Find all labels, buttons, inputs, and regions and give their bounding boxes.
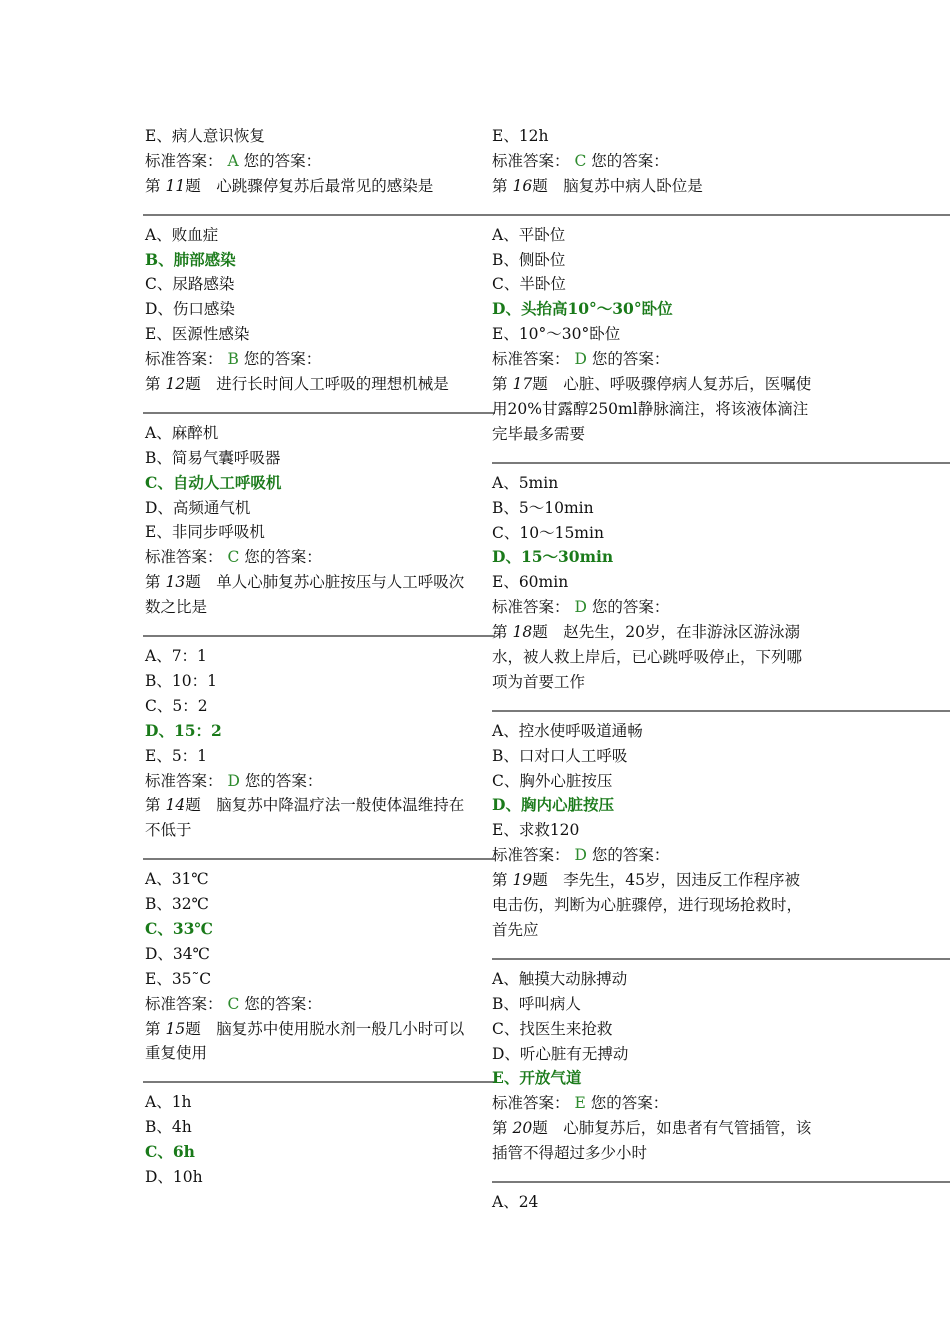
std-answer-value: A xyxy=(227,151,239,170)
option-correct: D、15～30min xyxy=(492,547,614,567)
option: E、5：1 xyxy=(145,746,208,765)
question-title: 第 12题 进行长时间人工呼吸的理想机械是 xyxy=(145,375,449,394)
question-title: 第 19题 李先生，45岁，因违反工作程序被电击伤，判断为心脏骤停，进行现场抢救时，首先应 xyxy=(492,871,803,939)
std-answer-value: D xyxy=(574,846,587,865)
option: E、病人意识恢复 xyxy=(145,127,265,145)
answer-row: 标准答案： C 您的答案： xyxy=(492,151,669,170)
divider xyxy=(143,412,495,414)
option: E、60min xyxy=(492,573,569,592)
option-correct: D、头抬高10°～30°卧位 xyxy=(492,299,673,319)
std-answer-value: C xyxy=(227,548,240,567)
option: C、半卧位 xyxy=(492,275,566,294)
question-title: 第 16题 脑复苏中病人卧位是 xyxy=(492,176,703,195)
option: A、31℃ xyxy=(145,870,209,889)
option: B、口对口人工呼吸 xyxy=(492,746,628,765)
divider xyxy=(143,214,495,216)
option: A、24 xyxy=(492,1193,539,1212)
option-correct: E、开放气道 xyxy=(492,1068,582,1088)
option: D、高频通气机 xyxy=(145,498,251,517)
option: B、4h xyxy=(145,1118,192,1137)
option: C、10～15min xyxy=(492,523,604,542)
option: D、34℃ xyxy=(145,944,210,963)
question-title: 第 17题 心脏、呼吸骤停病人复苏后，医嘱使用20%甘露醇250ml静脉滴注，将该液体滴注完毕最多需要 xyxy=(492,375,812,443)
option: E、医源性感染 xyxy=(145,325,250,344)
option: A、触摸大动脉搏动 xyxy=(492,969,628,988)
question-title: 第 13题 单人心肺复苏心脏按压与人工呼吸次数之比是 xyxy=(145,573,465,617)
divider xyxy=(143,1081,495,1083)
option: B、简易气囊呼吸器 xyxy=(145,448,281,467)
option-correct: D、胸内心脏按压 xyxy=(492,795,614,815)
option: E、非同步呼吸机 xyxy=(145,523,265,542)
option: B、5～10min xyxy=(492,498,594,517)
answer-row: 标准答案： C 您的答案： xyxy=(145,994,322,1013)
option: A、1h xyxy=(145,1093,192,1112)
divider xyxy=(143,635,495,637)
answer-row: 标准答案： E 您的答案： xyxy=(492,1094,669,1113)
option-correct: C、33℃ xyxy=(145,919,213,939)
question-title: 第 14题 脑复苏中降温疗法一般使体温维持在不低于 xyxy=(145,796,465,840)
option: A、平卧位 xyxy=(492,225,566,244)
option: D、伤口感染 xyxy=(145,300,235,319)
left-column xyxy=(145,124,467,1190)
answer-row: 标准答案： D 您的答案： xyxy=(492,598,670,617)
option: E、求救120 xyxy=(492,821,580,840)
option-correct: C、6h xyxy=(145,1142,195,1162)
option: D、10h xyxy=(145,1168,203,1187)
option: B、呼叫病人 xyxy=(492,994,581,1013)
std-answer-value: B xyxy=(227,350,239,369)
answer-row: 标准答案： D 您的答案： xyxy=(145,771,323,790)
option: B、侧卧位 xyxy=(492,250,566,269)
right-column xyxy=(492,124,814,1215)
question-title: 第 15题 脑复苏中使用脱水剂一般几小时可以重复使用 xyxy=(145,1019,465,1063)
answer-row: 标准答案： C 您的答案： xyxy=(145,548,322,567)
option: B、10：1 xyxy=(145,671,217,690)
option: E、35˜C xyxy=(145,969,212,988)
answer-row: 标准答案： B 您的答案： xyxy=(145,350,322,369)
option-correct: B、肺部感染 xyxy=(145,249,236,269)
option: A、控水使呼吸道通畅 xyxy=(492,721,643,740)
answer-row xyxy=(145,149,467,174)
option-correct: D、15：2 xyxy=(145,720,222,740)
your-answer-label: 您的答案： xyxy=(243,151,322,170)
option: A、败血症 xyxy=(145,225,219,244)
option: A、7：1 xyxy=(145,647,207,666)
question-title: 第 20题 心肺复苏后，如患者有气管插管，该插管不得超过多少小时 xyxy=(492,1119,812,1163)
question-title: 第 11题 心跳骤停复苏后最常见的感染是 xyxy=(145,176,434,195)
std-answer-value: E xyxy=(574,1094,586,1113)
std-answer-label: 标准答案： xyxy=(145,151,223,170)
divider xyxy=(492,462,950,464)
divider xyxy=(492,958,950,960)
std-answer-value: C xyxy=(227,994,240,1013)
divider xyxy=(492,1181,950,1183)
option: A、5min xyxy=(492,473,559,492)
option: C、尿路感染 xyxy=(145,275,235,294)
option: E、10°～30°卧位 xyxy=(492,325,621,344)
std-answer-value: D xyxy=(574,350,587,369)
option: A、麻醉机 xyxy=(145,423,219,442)
divider xyxy=(143,858,495,860)
answer-row: 标准答案： D 您的答案： xyxy=(492,846,670,865)
std-answer-value: D xyxy=(574,598,587,617)
divider xyxy=(492,710,950,712)
std-answer-value: D xyxy=(227,771,240,790)
option: E、12h xyxy=(492,127,549,145)
question-title: 第 18题 赵先生，20岁，在非游泳区游泳溺水，被人救上岸后，已心跳呼吸停止，下列哪项为首要工作 xyxy=(492,623,803,691)
option: C、5：2 xyxy=(145,696,208,715)
answer-row: 标准答案： D 您的答案： xyxy=(492,350,670,369)
option: C、胸外心脏按压 xyxy=(492,771,613,790)
option: B、32℃ xyxy=(145,895,209,914)
option: D、听心脏有无搏动 xyxy=(492,1044,629,1063)
option-correct: C、自动人工呼吸机 xyxy=(145,472,282,492)
divider xyxy=(492,214,950,216)
std-answer-value: C xyxy=(574,151,587,170)
option: C、找医生来抢救 xyxy=(492,1019,613,1038)
